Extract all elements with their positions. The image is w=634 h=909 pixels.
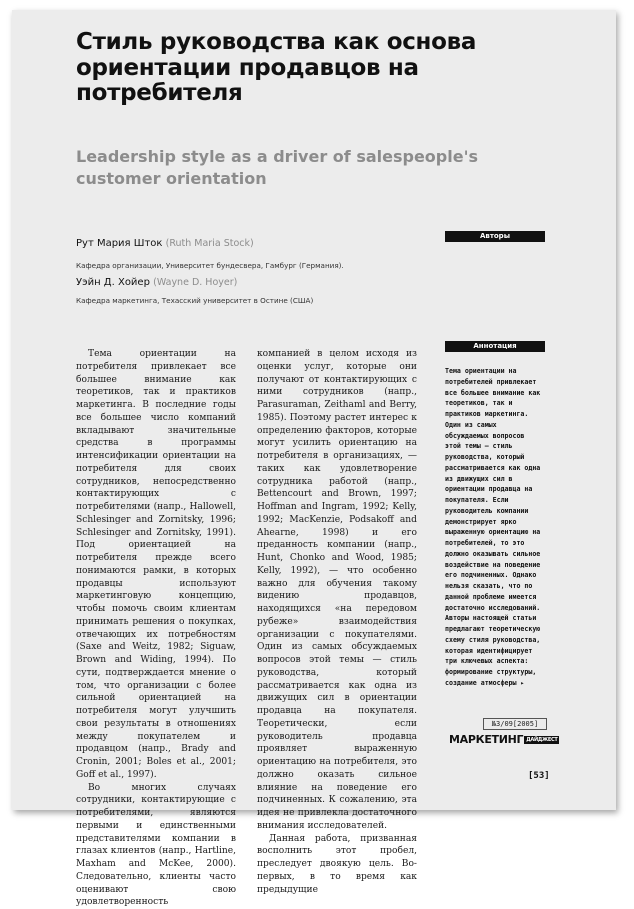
magazine-logo-tag: ДАЙДЖЕСТ bbox=[524, 736, 559, 744]
author-2-affiliation: Кафедра маркетинга, Техасский университет в Остине (США) bbox=[76, 296, 313, 305]
author-1-name bbox=[76, 238, 254, 249]
annotation-header: Аннотация bbox=[445, 341, 545, 352]
author-1-name-cyrillic: Рут Мария Шток bbox=[76, 238, 162, 249]
annotation-text: Тема ориентации на потребителей привлекает все большее внимание как теоретиков, так и практиков маркетинга. Один из самых обсуждаемых вопросов этой темы — стиль руководства, который рассматривается как одна из движущих сил в ориентации продавца на покупателя. Если руководитель компании демонстрирует ярко выраженную ориентацию на потребителей, то это должно оказывать сильное воздействие на поведение его подчиненных. Однако нельзя сказать, что по данной проблеме имеется достаточно исследований. Авторы настоящей статьи предлагают теоретическую схему стиля руководства, которая идентифицирует три ключевых аспекта: формирование структуры, создание атмосферы ▸ bbox=[445, 366, 543, 689]
magazine-logo-text: МАРКЕТИНГ bbox=[449, 733, 523, 746]
article-subtitle-english: Leadership style as a driver of salespeople's customer orientation bbox=[76, 146, 496, 190]
page-number: [53] bbox=[528, 771, 550, 781]
issue-number: №3/09[2005] bbox=[483, 718, 547, 730]
body-column-2 bbox=[257, 348, 417, 896]
article-title: Стиль руководства как основа ориентации продавцов на потребителя bbox=[76, 30, 496, 107]
author-1-name-latin: (Ruth Maria Stock) bbox=[166, 238, 254, 249]
body-paragraph: компанией в целом исходя из оценки услуг, которые они получают от контактирующих с ними сотрудников (напр., Parasuraman, Zeithaml and Berry, 1985). Поэтому растет интерес к определению факторов, которые могут усилить ориентацию на потребителя в организациях, — таких как удовлетворение сотрудника работой (напр., Bettencourt and Brown, 1997; Hoffman and Ingram, 1992; Kelly, 1992; MacKenzie, Podsakoff and Ahearne, 1998) и его преданность компании (напр., Hunt, Chonko and Wood, 1985; Kelly, 1992), — что особенно важно для обучения такому видению продавцов, находящихся «на передовом рубеже» взаимодействия организации с покупателями. Один из самых обсуждаемых вопросов этой темы — стиль руководства, который рассматривается как одна из движущих сил в ориентации продавца на покупателя. Теоретически, если руководитель продавца проявляет выраженную ориентацию на потребителя, это должно оказать сильное влияние на поведение его подчиненных. К сожалению, эта идея не привлекла достаточного внимания исследователей. bbox=[257, 348, 417, 833]
magazine-logo bbox=[449, 733, 559, 746]
body-paragraph: Данная работа, призванная восполнить этот пробел, преследует двоякую цель. Во-первых, в то время как предыдущие bbox=[257, 833, 417, 897]
author-2-name bbox=[76, 277, 237, 288]
author-2-name-cyrillic: Уэйн Д. Хойер bbox=[76, 277, 150, 288]
author-1-affiliation: Кафедра организации, Университет бундесвера, Гамбург (Германия). bbox=[76, 261, 344, 270]
body-column-1 bbox=[76, 348, 236, 909]
body-paragraph: Тема ориентации на потребителя привлекает все большее внимание как теоретиков, так и практиков маркетинга. В последние годы все большее число компаний вкладывают значительные средства в программы интенсификации ориентации на потребителя для своих сотрудников, непосредственно контактирующих с потребителями (напр., Hallowell, Schlesinger and Zornitsky, 1996; Schlesinger and Zornitsky, 1991). Под ориентацией на потребителя прежде всего понимаются рамки, в которых продавцы используют маркетинговую концепцию, чтобы помочь своим клиентам принимать решения о покупках, отвечающих их потребностям (Saxe and Weitz, 1982; Siguaw, Brown and Widing, 1994). По сути, подтверждается мнение о том, что организации с более сильной ориентацией на потребителя могут улучшить свои результаты в отношениях между покупателем и продавцом (напр., Brady and Cronin, 2001; Boles et al., 2001; Goff et al., 1997). bbox=[76, 348, 236, 782]
authors-header: Авторы bbox=[445, 231, 545, 242]
author-2-name-latin: (Wayne D. Hoyer) bbox=[153, 277, 237, 288]
body-paragraph: Во многих случаях сотрудники, контактирующие с потребителями, являются первыми и единственными представителями компании в глазах клиентов (напр., Hartline, Maxham and McKee, 2000). Следовательно, клиенты часто оценивают свою удовлетворенность bbox=[76, 782, 236, 909]
